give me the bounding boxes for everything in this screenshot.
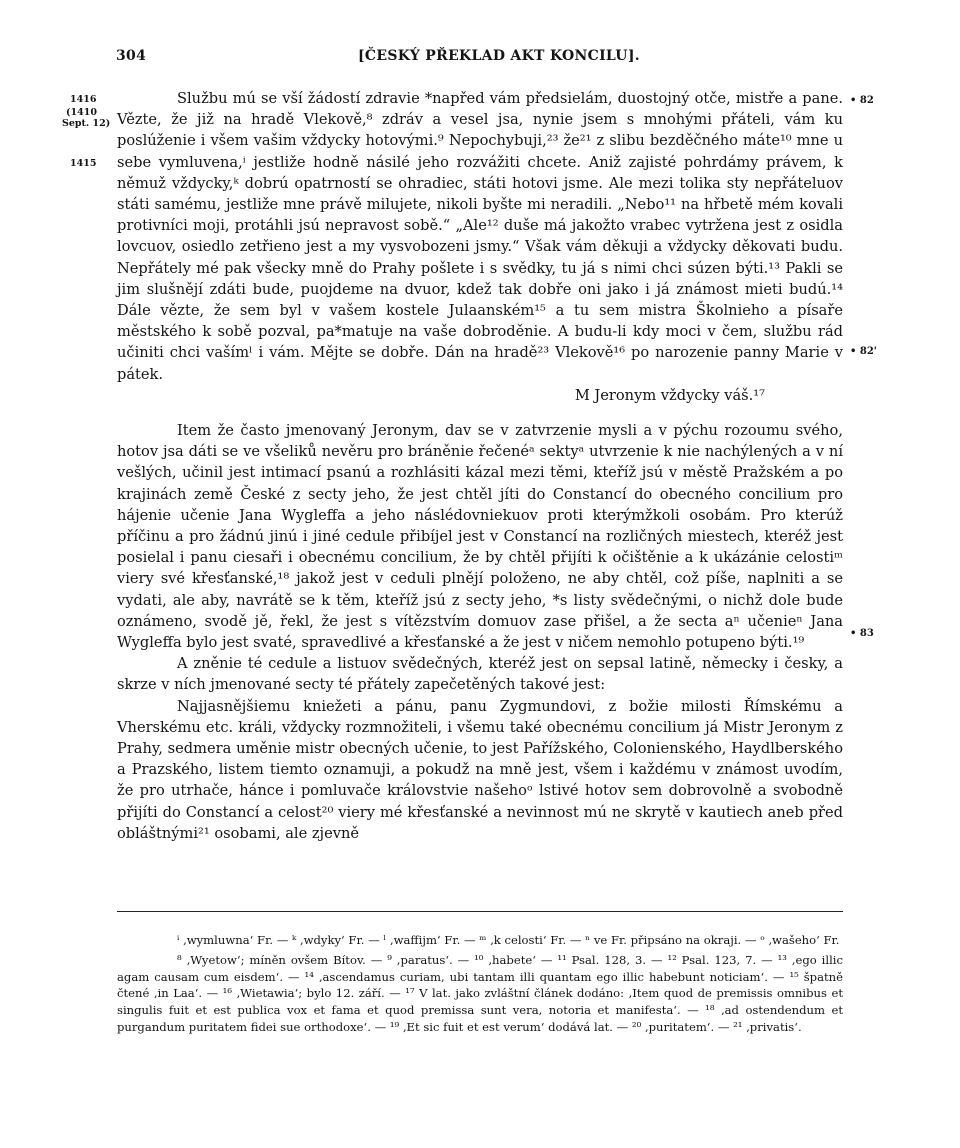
side-page-ref: • 83 [850,628,874,639]
signature: M Jeronym vždycky váš.¹⁷ [574,386,765,404]
footnote: ⁸ ‚Wyetow‘; míněn ovšem Bítov. — ⁹ ‚paratus‘. — ¹⁰ ‚habete‘ — ¹¹ Psal. 128, 3. — ¹² Psal. 123, 7. — ¹³ ‚ego illic agam causam cum eisdem‘. — ¹⁴ ‚ascendamus curiam, ubi tantam illi quantam ego illic habebunt noticiam‘. — ¹⁵ špatně čtené ‚in Laa‘. — ¹⁶ ‚Wietawia‘; bylo 12. září. — ¹⁷ V lat. jako zvláštní článek dodáno: ‚Item quod de premissis omnibus et singulis fuit et est publica vox et fama et quod premissa sunt vera, notoria et manifesta‘. — ¹⁸ ‚ad ostendendum et purgandum puritatem fidei sue orthodoxe‘. — ¹⁹ ‚Et sic fuit et est verum‘ dodává lat. — ²⁰ ‚puritatem‘. — ²¹ ‚privatis‘. [117,952,843,1034]
side-page-ref: • 82 [850,95,874,106]
footnote-rule [117,911,843,912]
paragraph: A zněnie té cedule a listuov svědečných, kteréž jest on sepsal latině, německy i česky, a skrze v ních jmenované secty té přátely zapečetěných takové jest: [117,655,843,694]
footnote: ⁱ ‚wymluwna‘ Fr. — ᵏ ‚wdyky‘ Fr. — ˡ ‚waffijm‘ Fr. — ᵐ ‚k celosti‘ Fr. — ⁿ ve Fr. připsáno na okraji. — ᵒ ‚wašeho‘ Fr. [177,933,840,947]
footnotes [117,932,843,1039]
margin-year: 1415 [70,158,97,169]
paragraph: Item že často jmenovaný Jeronym, dav se v zatvrzenie mysli a v pýchu rozoumu svého, hotov jsa dáti se ve všeliků nevěru pro bráněnie řečenéᵃ sektyᵃ utvrzenie k nie nachýlených a v ní vešlých, učinil jest intimací psanú a rozhlásiti kázal mezi těmi, kteříž jsú v městě Pražském a po krajinách země České z secty jeho, že jest chtěl jíti do Constancí do obecného concilium pro hájenie učenie Jana Wygleffa a jeho náslédovniekuov proti kterýmžkoli osobám. Pro kterúž příčinu a pro žádnú jinú i jiné cedule přibíjel jest v Constancí na rozličných miestech, kteréž jest posielal i panu ciesaři i obecnému concilium, že by chtěl přijíti k očištěnie a k ukázánie celostiᵐ viery své křesťanské,¹⁸ jakož jest v ceduli plnějí položeno, ne aby chtěl, což píše, naplniti a se vydati, ale aby, navrátě se k těm, kteříž jsú z secty jeho, *s listy svědečnými, o nichž dole bude oznámeno, svodě jě, řekl, že jest s vítězstvím domuov zase přišel, a že secta aⁿ učenieⁿ Jana Wygleffa bylo jest svaté, spravedlivé a křesťanské a že jest v ničem nemohlo potupeno býti.¹⁹ [117,422,843,652]
letter-text [117,88,843,406]
margin-date-day: Sept. 12) [62,118,111,129]
page-number: 304 [116,48,147,64]
paragraph: Najjasnějšiemu kniežeti a pánu, panu Zygmundovi, z božie milosti Římskému a Vherskému etc. králi, vždycky rozmnožiteli, i všemu také obecnému concilium já Mistr Jeronym z Prahy, sedmera uměnie mistr obecných učenie, to jest Pařížského, Colonienského, Haydlberského a Prazského, listem tiemto oznamuji, a pokudž na mně jest, všem i každému v známost uvodím, že pro utrhače, hánce i pomluvače královstvie našehoᵒ lstivé hotov sem dobrovolně a svobodně přijíti do Constancí a celost²⁰ viery mé křesťanské a nevinnost mú ne skrytě v kautiech aneb před obláštnými²¹ osobami, ale zjevně [117,697,843,842]
side-page-ref: • 82' [850,346,877,357]
margin-year: 1416 [70,94,97,105]
margin-date-year: (1410 [66,107,97,118]
running-head: [ČESKÝ PŘEKLAD AKT KONCILU]. [358,48,640,64]
paragraph: Službu mú se vší žádostí zdravie *napřed vám předsielám, duostojný otče, mistře a pane. Vězte, že již na hradě Vlekově,⁸ zdráv a vesel jsa, nynie jsem s mnohými přáteli, vám ku poslúženie i všem vašim vždycky hotovými.⁹ Nepochybuji,²³ že²¹ z slibu bezděčného máte¹⁰ mne u sebe vymluvena,ⁱ jestliže hodně násilé jeho rozvážiti chcete. Aniž zajisté pohrdámy právem, k němuž vždycky,ᵏ dobrú opatrností se ohradiec, státi hotovi jsme. Ale mezi tolika sty nepřáteluov státi samému, jestliže mne právě milujete, nikoli byšte mi neradili. „Nebo¹¹ na hřbetě mém kovali protivníci moji, protáhli jsú nepravost sobě.“ „Ale¹² duše má jakožto vrabec vytržena jest z osidla lovcuov, osiedlo zetřieno jest a my vysvobozeni jsmy.“ Však vám děkuji a vždycky děkovati budu. Nepřátely mé pak všecky mně do Prahy pošlete i s svědky, tu já s nimi chci súzen býti.¹³ Pakli se jim slušnějí zdáti bude, puojdeme na dvuor, kdež tak dobře oni jako i já známost mieti budú.¹⁴ Dále vězte, že sem byl v vašem kostele Julaanském¹⁵ a tu sem mistra Školnieho a písaře městského k sobě pozval, pa*matuje na vaše dobroděnie. A budu-li kdy moci v čem, službu rád učiniti chci vašímˡ i vám. Mějte se dobře. Dán na hradě²³ Vlekově¹⁶ po narozenie panny Marie v pátek. [117,90,843,383]
main-text [117,420,843,844]
